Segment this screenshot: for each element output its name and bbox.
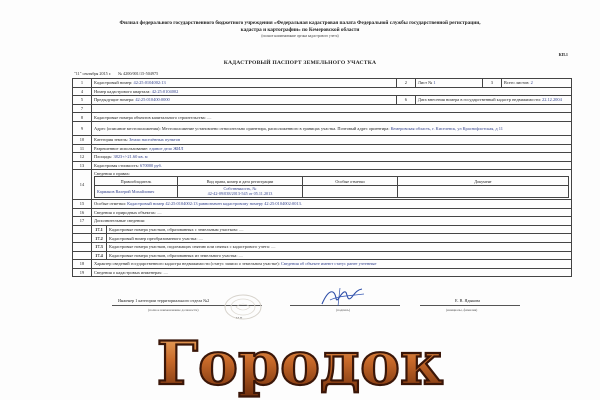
cadastral-number-label: Кадастровый номер: xyxy=(94,80,133,86)
row-number: 18 xyxy=(73,260,92,269)
row-11 xyxy=(73,144,572,153)
special-marks-value: Кадастровый номер 42:25:0104002:13 равнозначен кадастровому номеру 42:25:0104002:0013. xyxy=(127,201,302,207)
rights-holder: Карманов Валерий Михайлович xyxy=(95,185,178,197)
row-number: 4 xyxy=(73,87,92,96)
subrow-label: Кадастровые номера участков, образованных из земельного участка: xyxy=(109,252,238,258)
name-caption: (инициалы, фамилия) xyxy=(446,308,478,312)
row-number: 16 xyxy=(73,208,92,217)
total-sheets-value: 2 xyxy=(530,80,533,86)
row-number: 9 xyxy=(73,121,92,135)
rights-type: Собственность, № xyxy=(223,186,257,192)
row-number: 14 xyxy=(73,170,92,200)
document-title: КАДАСТРОВЫЙ ПАСПОРТ ЗЕМЕЛЬНОГО УЧАСТКА xyxy=(223,60,377,66)
cadastral-value-value: 670000 руб. xyxy=(140,163,162,169)
subrow-label: Кадастровые номера участков, образованных с земельным участком: xyxy=(109,227,238,233)
watermark-text: Городок xyxy=(156,329,444,399)
seal-stamp-icon xyxy=(222,293,264,321)
previous-numbers-label: Предыдущие номера: xyxy=(94,97,135,103)
quarter-value: 42:25:0104002 xyxy=(151,88,179,94)
row-1 xyxy=(73,79,572,88)
org-line-1: Филиал федерального государственного бюджетного учреждения «Федеральная кадастровая палата Федеральной службы государственной регистрации, xyxy=(119,20,481,26)
permitted-use-label: Разрешенное использование: xyxy=(94,145,149,151)
row-17 xyxy=(73,217,572,226)
area-value: 3823+/-21.60 кв. м xyxy=(113,154,148,160)
row-number: 11 xyxy=(73,144,92,153)
row-number: 7 xyxy=(73,104,92,113)
subrow-code: 17.4 xyxy=(92,251,107,260)
row-16 xyxy=(73,208,572,217)
area-label: Площадь: xyxy=(94,154,113,160)
natural-objects-label: Сведения о природных объектах: xyxy=(94,209,157,215)
total-sheets-label: Всего листов: xyxy=(503,80,530,86)
row-number: 3 xyxy=(482,79,501,88)
row-4 xyxy=(73,87,572,96)
row-number-blank xyxy=(73,225,92,234)
row-number-blank xyxy=(73,234,92,243)
org-note: (полное наименование органа кадастрового учета) xyxy=(261,34,339,38)
rights-col-marks: Особые отметки xyxy=(303,177,398,186)
row-number: 13 xyxy=(73,161,92,170)
address-label: Адрес (описание местоположения): Местоположение установлено относительно ориентира, расположенного в границах участка. Почтовый адрес ориентира: xyxy=(94,125,390,131)
passport-form-table xyxy=(72,78,572,277)
row-15 xyxy=(73,199,572,208)
handwritten-signature-icon xyxy=(318,284,368,310)
row-17-3 xyxy=(73,242,572,251)
engineers-value: — xyxy=(163,269,168,275)
record-status-value: Сведения об объекте имеют статус ранее учтенные xyxy=(280,261,377,267)
additional-info-label: Дополнительные сведения: xyxy=(92,217,572,226)
rights-label: Сведения о правах: xyxy=(94,171,131,177)
rights-table xyxy=(94,176,569,198)
org-line-2: кадастра и картографии» по Кемеровской области xyxy=(240,26,360,33)
row-17-4 xyxy=(73,251,572,260)
cadastral-value-label: Кадастровая стоимость: xyxy=(94,163,139,169)
rights-registration: 42-42-09/038/2013-545 от 05.11.2013 xyxy=(207,191,273,197)
engineers-label: Сведения о кадастровых инженерах: xyxy=(94,269,163,275)
signature-caption: (подпись) xyxy=(336,308,351,312)
row-number: 8 xyxy=(73,113,92,122)
row-18 xyxy=(73,260,572,269)
row-14 xyxy=(73,170,572,200)
sheet-label: Лист № xyxy=(417,80,433,86)
subrow-label: Кадастровые номера участков, подлежащих снятию или снятых с кадастрового учета: xyxy=(109,244,270,250)
document-date: "11" сентября 2015 г. xyxy=(74,71,112,76)
row-number: 17 xyxy=(73,217,92,226)
subrow-code: 17.1 xyxy=(92,225,107,234)
gorodok-watermark-logo xyxy=(135,322,465,400)
sheet-value: 1 xyxy=(433,80,436,86)
buildings-value: — xyxy=(206,114,212,120)
row-number: 19 xyxy=(73,268,92,277)
land-category-value: Земли населённых пунктов xyxy=(129,137,181,143)
subrow-label: Кадастровый номер преобразованного участка: xyxy=(109,235,198,241)
rights-col-doc: Документ xyxy=(398,177,569,186)
subrow-code: 17.2 xyxy=(92,234,107,243)
seal-mark: М.П. xyxy=(236,316,244,320)
subrow-value: — xyxy=(238,227,244,233)
row-8 xyxy=(73,113,572,122)
row-number: 6 xyxy=(396,96,415,105)
name-line xyxy=(420,305,520,306)
cadastral-number-value: 42:25:0104002:13 xyxy=(133,80,166,86)
org-header xyxy=(60,20,540,40)
row-number: 12 xyxy=(73,153,92,162)
buildings-label: Кадастровые номера объектов капитального строительства: xyxy=(94,114,206,120)
previous-numbers-value: 42:25:010400:0000 xyxy=(135,97,170,103)
subrow-value: — xyxy=(271,244,276,250)
rights-doc-cell xyxy=(398,185,569,197)
row-number: 1 xyxy=(73,79,92,88)
document-number: № 4200/001/15-504975 xyxy=(118,71,159,76)
subrow-value: — xyxy=(198,235,204,241)
entry-date-label: Дата внесения номера в государственный кадастр недвижимости: xyxy=(417,97,541,103)
quarter-label: Номер кадастрового квартала: xyxy=(94,88,151,94)
row-number: 5 xyxy=(73,96,92,105)
rights-col-holder: Правообладатель xyxy=(95,177,178,186)
rights-col-right: Вид права, номер и дата регистрации xyxy=(178,177,303,186)
row-5 xyxy=(73,96,572,105)
address-value: Кемеровская область, г. Киселевск, ул Краснофлотская, д 11 xyxy=(390,125,503,131)
row-7-empty xyxy=(92,104,572,113)
row-number-blank xyxy=(73,251,92,260)
rights-marks-cell xyxy=(303,185,398,197)
signer-name: Е. В. Ядыкова xyxy=(455,298,480,303)
row-17-1 xyxy=(73,225,572,234)
record-status-label: Характер сведений государственного кадастра недвижимости (статус записи о земельном участке): xyxy=(94,261,280,267)
row-17-2 xyxy=(73,234,572,243)
row-number: 15 xyxy=(73,199,92,208)
signer-position: Инженер 1 категории территориального отдела №2 xyxy=(118,298,210,303)
natural-objects-value: — xyxy=(157,209,162,215)
form-code: КП.1 xyxy=(558,52,568,57)
special-marks-label: Особые отметки: xyxy=(94,201,126,207)
land-category-label: Категория земель: xyxy=(94,137,128,143)
row-number-blank xyxy=(73,242,92,251)
subrow-code: 17.3 xyxy=(92,242,107,251)
row-12 xyxy=(73,153,572,162)
row-7 xyxy=(73,104,572,113)
row-19 xyxy=(73,268,572,277)
row-9 xyxy=(73,121,572,135)
position-caption: (полное наименование должности) xyxy=(148,308,199,312)
row-number: 2 xyxy=(396,79,415,88)
permitted-use-value: единое дело ЖИЛ xyxy=(149,145,184,151)
row-10 xyxy=(73,135,572,144)
row-number: 10 xyxy=(73,135,92,144)
subrow-value: — xyxy=(238,252,244,258)
row-13 xyxy=(73,161,572,170)
entry-date-value: 22.12.2004 xyxy=(542,97,562,103)
